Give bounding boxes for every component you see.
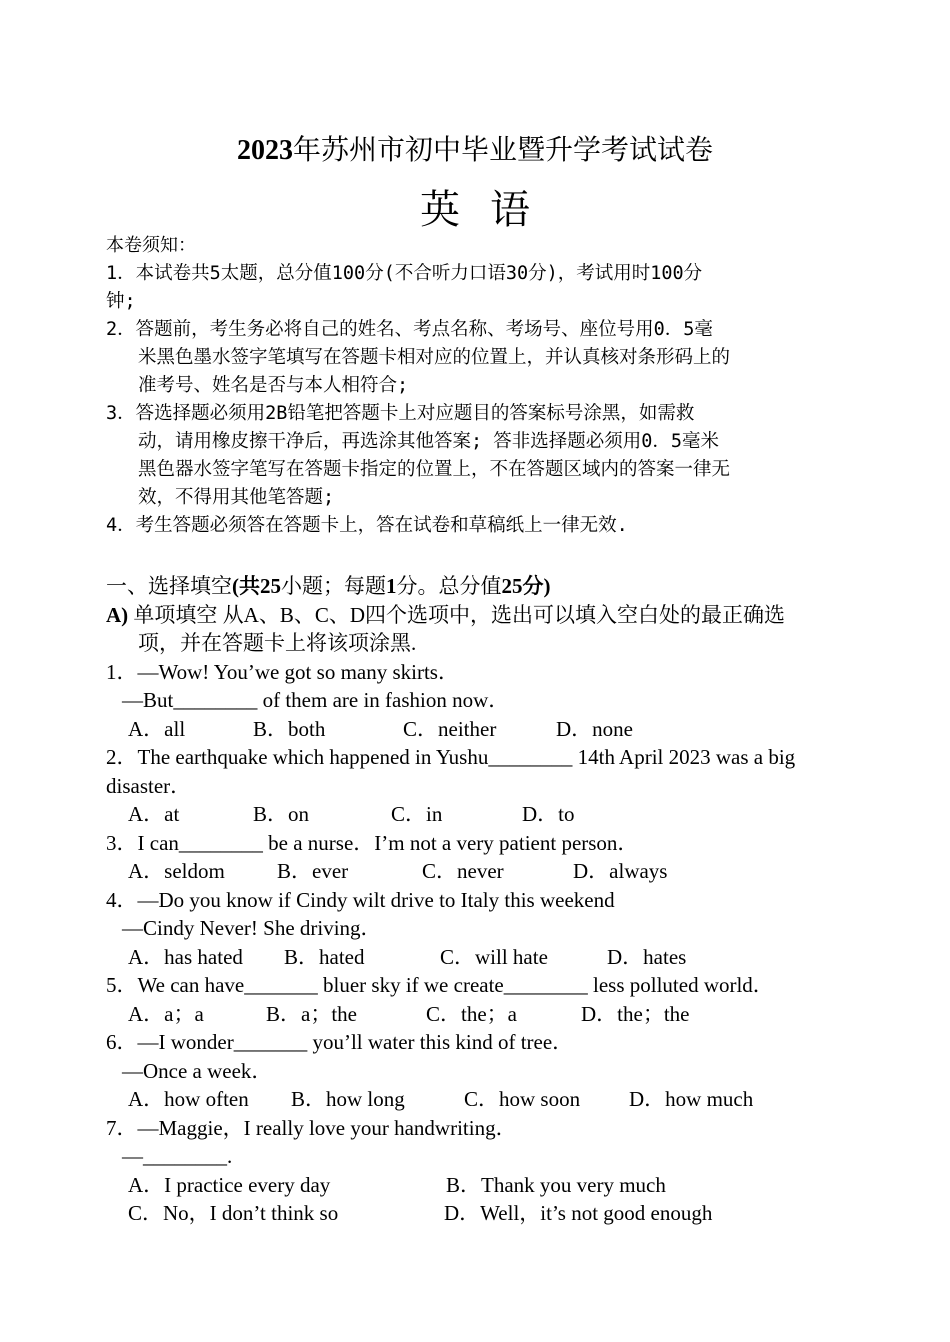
- note-2-cont: 米黑色墨水签字笔填写在答题卡相对应的位置上，并认真核对条形码上的: [138, 347, 731, 368]
- option-c[interactable]: C．never: [422, 859, 504, 883]
- option-d[interactable]: D．the；the: [581, 1001, 690, 1026]
- note-3: 3．答选择题必须用2B铅笔把答题卡上对应题目的答案标号涂黑，如需救: [106, 403, 695, 424]
- option-d[interactable]: D．always: [573, 859, 668, 883]
- instructions: [106, 232, 846, 540]
- option-d[interactable]: D．none: [556, 716, 633, 741]
- question-7-options-row1: [106, 1171, 846, 1200]
- note-1: 1．本试卷共5太题，总分值100分(不合听力口语30分)，考试用时100分: [106, 263, 703, 284]
- option-a[interactable]: A．a；a: [128, 1001, 204, 1026]
- subject-title: 英语: [420, 187, 560, 232]
- instructions-heading: 本卷须知：: [106, 235, 196, 256]
- option-b[interactable]: B．on: [253, 802, 310, 826]
- question-1: 1．—Wow! You’we got so many skirts．: [106, 659, 459, 684]
- option-a[interactable]: A．has hated: [128, 944, 243, 969]
- section-total: 25: [501, 574, 523, 598]
- option-b[interactable]: B．ever: [277, 859, 349, 883]
- note-2-cont: 准考号、姓名是否与本人相符合;: [138, 375, 409, 396]
- note-1-cont: 钟;: [106, 291, 136, 312]
- option-a[interactable]: A．I practice every day: [128, 1172, 331, 1197]
- question-2-options: [106, 800, 846, 829]
- question-6-options: [106, 1085, 846, 1114]
- question-1-options: [106, 715, 846, 744]
- question-7-options-row2: [106, 1199, 846, 1228]
- option-d[interactable]: D．to: [522, 802, 575, 826]
- option-c[interactable]: C．in: [391, 802, 443, 826]
- question-3: 3．I can________ be a nurse．I’m not a very patient person．: [106, 830, 639, 855]
- option-a[interactable]: A．how often: [128, 1087, 249, 1111]
- note-2: 2．答题前，考生务必将自己的姓名、考点名称、考场号、座位号用0．5毫: [106, 319, 713, 340]
- question-7-line: —________.: [122, 1144, 233, 1168]
- part-a-label: A): [106, 602, 129, 627]
- option-b[interactable]: B．both: [253, 716, 326, 741]
- option-a[interactable]: A．all: [128, 716, 186, 741]
- option-d[interactable]: D．Well，it’s not good enough: [444, 1201, 713, 1225]
- question-6: 6．—I wonder_______ you’ll water this kind of tree．: [106, 1030, 574, 1054]
- part-a-heading: [106, 601, 846, 630]
- question-6-line: —Once a week．: [122, 1058, 273, 1083]
- section-heading: [106, 572, 846, 601]
- option-a[interactable]: A．seldom: [128, 859, 225, 883]
- option-c[interactable]: C．No，I don’t think so: [128, 1201, 339, 1225]
- question-1-line: —But________ of them are in fashion now．: [122, 688, 510, 712]
- section-count: 25: [260, 574, 281, 598]
- question-5-options: [106, 1000, 846, 1029]
- option-b[interactable]: B．a；the: [266, 1001, 357, 1026]
- section-heading-paren: (共: [232, 574, 260, 598]
- question-4-options: [106, 943, 846, 972]
- section-heading-close: 分): [522, 574, 551, 598]
- note-3-cont: 动，请用橡皮擦干净后，再选涂其他答案; 答非选择题必须用0．5毫米: [138, 431, 720, 452]
- option-b[interactable]: B．Thank you very much: [446, 1172, 666, 1197]
- section-heading-text: 分。总分值: [396, 574, 502, 598]
- title-text: 年苏州市初中毕业暨升学考试试卷: [292, 135, 713, 166]
- option-c[interactable]: C．neither: [403, 716, 497, 741]
- question-2: 2．The earthquake which happened in Yushu________ 14th April 2023 was a big: [106, 745, 796, 769]
- question-7: 7．—Maggie，I really love your handwriting．: [106, 1115, 517, 1140]
- section-heading-text: 一、选择填空: [106, 574, 232, 598]
- title-year: 2023: [236, 135, 293, 166]
- question-4: 4．—Do you know if Cindy wilt drive to Italy this weekend: [106, 887, 615, 912]
- option-b[interactable]: B．how long: [291, 1087, 405, 1111]
- option-b[interactable]: B．hated: [284, 944, 365, 969]
- section-heading-text: 小题；每题: [281, 574, 386, 598]
- part-a-text: 单项填空 从A、B、C、D四个选项中，选出可以填入空白处的最正确选: [133, 602, 786, 627]
- question-5: 5．We can have_______ bluer sky if we create________ less polluted world．: [106, 973, 774, 997]
- option-c[interactable]: C．how soon: [464, 1087, 581, 1111]
- question-3-options: [106, 857, 846, 886]
- part-a-heading-cont: 项，并在答题卡上将该项涂黑.: [138, 631, 417, 655]
- section-1: [106, 572, 846, 1228]
- option-d[interactable]: D．how much: [629, 1087, 754, 1111]
- section-points-each: 1: [386, 574, 397, 598]
- page-title: [0, 128, 950, 168]
- option-c[interactable]: C．will hate: [440, 944, 548, 969]
- question-4-line: —Cindy Never! She driving．: [122, 916, 382, 940]
- note-3-cont: 黑色器水签字笔写在答题卡指定的位置上，不在答题区域内的答案一律无: [138, 459, 731, 480]
- note-4: 4．考生答题必须答在答题卡上，答在试卷和草稿纸上一律无效.: [106, 515, 628, 536]
- note-3-cont: 效，不得用其他笔答题;: [138, 487, 335, 508]
- option-a[interactable]: A．at: [128, 802, 180, 826]
- option-d[interactable]: D．hates: [607, 944, 687, 969]
- question-2-line: disaster．: [106, 773, 192, 798]
- option-c[interactable]: C．the；a: [426, 1001, 517, 1026]
